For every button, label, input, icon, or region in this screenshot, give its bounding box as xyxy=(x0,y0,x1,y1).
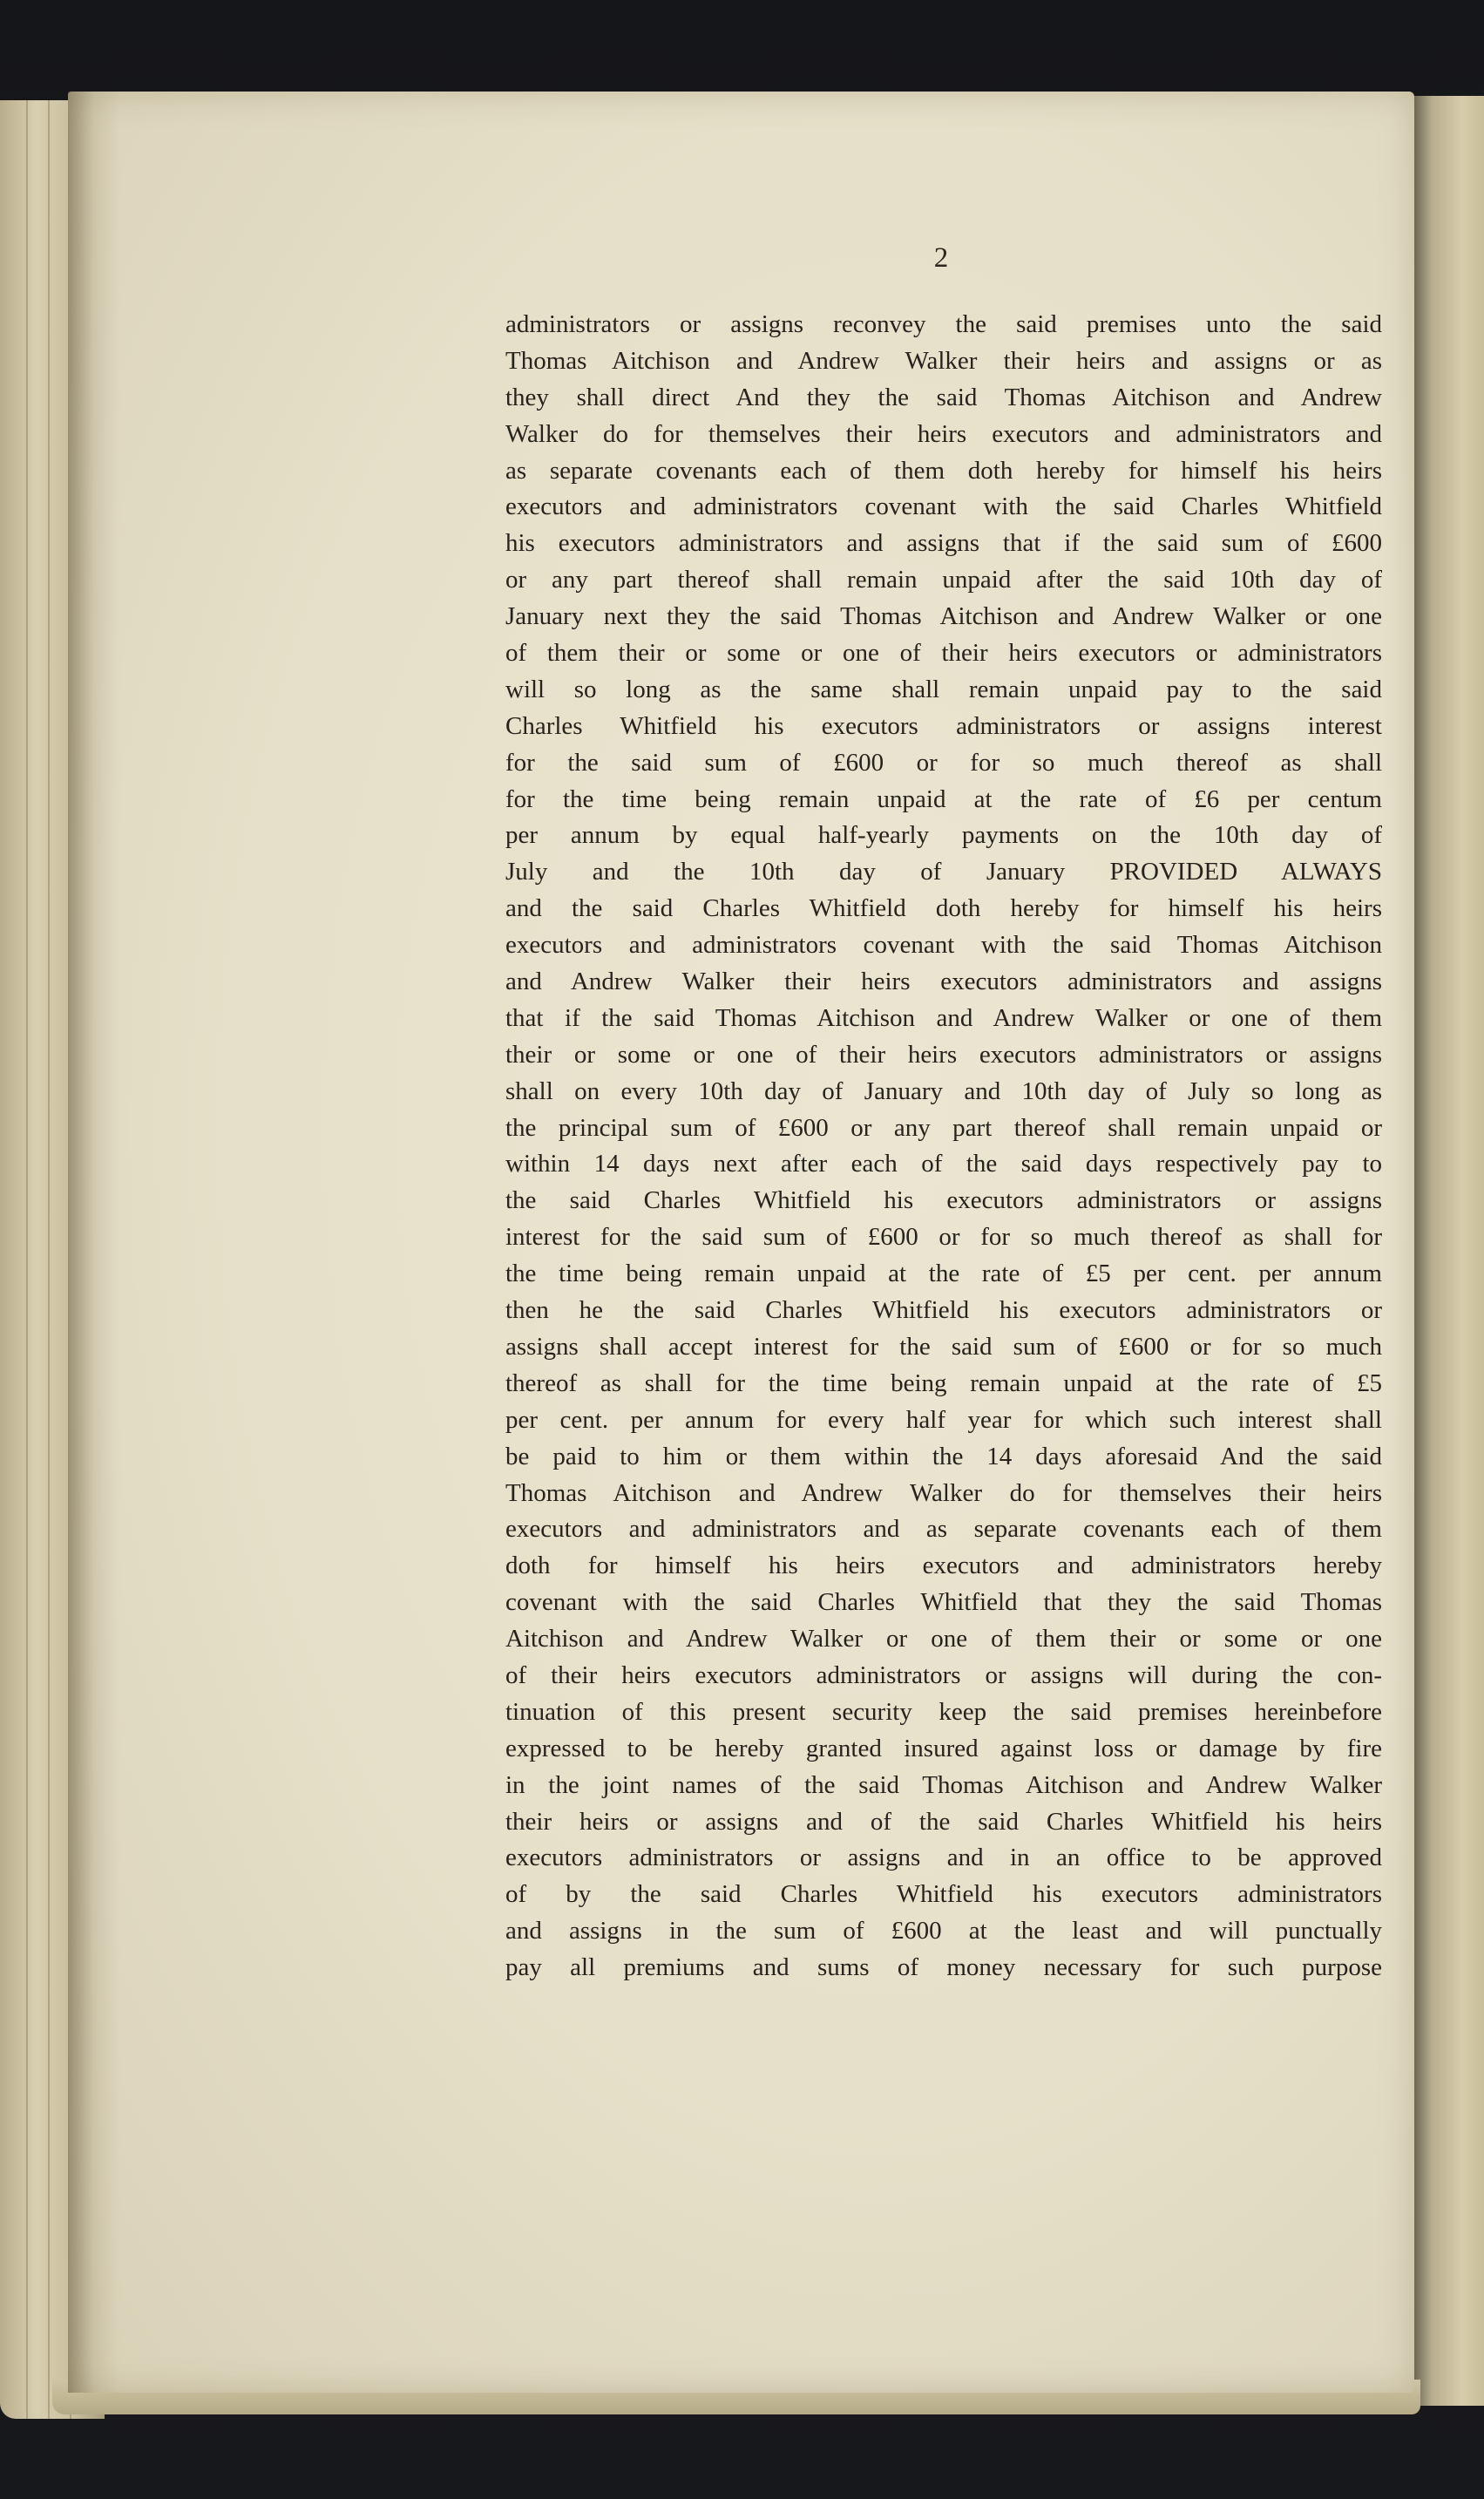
text-line: the said Charles Whitfield his executors administrators or assigns xyxy=(505,1186,1382,1215)
text-line: executors administrators or assigns and in an office to be approved xyxy=(505,1844,1382,1872)
text-line: July and the 10th day of January PROVIDED ALWAYS xyxy=(505,858,1382,886)
text-line: they shall direct And they the said Thomas Aitchison and Andrew xyxy=(505,383,1382,411)
text-line: covenant with the said Charles Whitfield that they the said Thomas xyxy=(505,1588,1382,1617)
right-page-edge xyxy=(1410,96,1484,2406)
text-line: assigns shall accept interest for the said sum of £600 or for so much xyxy=(505,1332,1382,1361)
text-line: then he the said Charles Whitfield his executors administrators or xyxy=(505,1296,1382,1325)
text-line: executors and administrators covenant with the said Charles Whitfield xyxy=(505,492,1382,521)
text-line: that if the said Thomas Aitchison and Andrew Walker or one of them xyxy=(505,1003,1382,1032)
text-line: and the said Charles Whitfield doth hereby for himself his heirs xyxy=(505,894,1382,923)
text-line: as separate covenants each of them doth hereby for himself his heirs xyxy=(505,456,1382,485)
text-line: for the time being remain unpaid at the rate of £6 per centum xyxy=(505,784,1382,813)
text-line: of by the said Charles Whitfield his executors administrators xyxy=(505,1880,1382,1909)
text-line: be paid to him or them within the 14 days aforesaid And the said xyxy=(505,1442,1382,1470)
page-edge-line xyxy=(26,100,28,2419)
text-line: their heirs or assigns and of the said Charles Whitfield his heirs xyxy=(505,1807,1382,1836)
text-line: of them their or some or one of their heirs executors or administrators xyxy=(505,639,1382,668)
text-line: Charles Whitfield his executors administrators or assigns interest xyxy=(505,711,1382,740)
text-line: Thomas Aitchison and Andrew Walker do for themselves their heirs xyxy=(505,1478,1382,1507)
text-line: the time being remain unpaid at the rate of £5 per cent. per annum xyxy=(505,1260,1382,1288)
text-line: Aitchison and Andrew Walker or one of them their or some or one xyxy=(505,1625,1382,1654)
page-gutter-shadow xyxy=(68,92,120,2393)
text-line: will so long as the same shall remain unpaid pay to the said xyxy=(505,675,1382,703)
text-line: Walker do for themselves their heirs executors and administrators and xyxy=(505,419,1382,448)
text-line: tinuation of this present security keep the said premises hereinbefore xyxy=(505,1697,1382,1726)
text-line: thereof as shall for the time being remain unpaid at the rate of £5 xyxy=(505,1368,1382,1397)
page-number: 2 xyxy=(933,242,949,274)
text-line: and Andrew Walker their heirs executors administrators and assigns xyxy=(505,968,1382,996)
text-line: of their heirs executors administrators or assigns will during the con- xyxy=(505,1660,1382,1689)
text-line: or any part thereof shall remain unpaid after the said 10th day of xyxy=(505,566,1382,594)
text-line: per annum by equal half-yearly payments on the 10th day of xyxy=(505,821,1382,850)
text-line: interest for the said sum of £600 or for so much thereof as shall for xyxy=(505,1223,1382,1252)
text-line: the principal sum of £600 or any part thereof shall remain unpaid or xyxy=(505,1113,1382,1142)
text-line: expressed to be hereby granted insured against loss or damage by fire xyxy=(505,1734,1382,1762)
text-line: doth for himself his heirs executors and administrators hereby xyxy=(505,1552,1382,1580)
text-line: within 14 days next after each of the said days respectively pay to xyxy=(505,1150,1382,1178)
text-line: his executors administrators and assigns that if the said sum of £600 xyxy=(505,529,1382,558)
text-line: January next they the said Thomas Aitchison and Andrew Walker or one xyxy=(505,602,1382,631)
text-line: per cent. per annum for every half year for which such interest shall xyxy=(505,1405,1382,1434)
body-text xyxy=(505,307,1382,1986)
text-line: in the joint names of the said Thomas Aitchison and Andrew Walker xyxy=(505,1770,1382,1799)
text-line: their or some or one of their heirs executors administrators or assigns xyxy=(505,1040,1382,1069)
text-line: administrators or assigns reconvey the said premises unto the said xyxy=(505,310,1382,338)
text-line: for the said sum of £600 or for so much thereof as shall xyxy=(505,748,1382,777)
text-line: shall on every 10th day of January and 10th day of July so long as xyxy=(505,1076,1382,1105)
text-line: and assigns in the sum of £600 at the least and will punctually xyxy=(505,1917,1382,1946)
page-edge-line xyxy=(48,100,50,2419)
text-line: Thomas Aitchison and Andrew Walker their heirs and assigns or as xyxy=(505,346,1382,375)
text-line: executors and administrators covenant with the said Thomas Aitchison xyxy=(505,931,1382,960)
text-line: pay all premiums and sums of money necessary for such purpose xyxy=(505,1953,1382,1982)
text-line: executors and administrators and as separate covenants each of them xyxy=(505,1515,1382,1544)
